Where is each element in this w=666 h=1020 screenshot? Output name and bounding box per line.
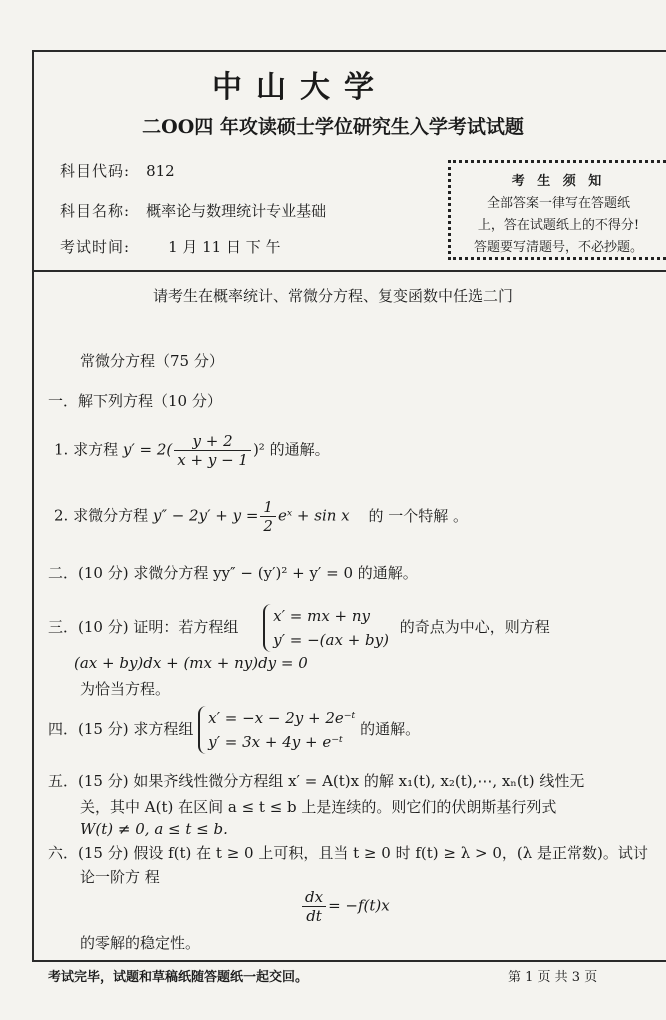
notice-title: 考 生 须 知 [511,174,606,189]
q1p1-rhs: )² 的通解。 [252,440,330,459]
question-4 [48,706,420,754]
subject-name-label: 科目名称: [60,202,131,220]
q3-suffix: 的奇点为中心，则方程 [399,618,550,636]
candidate-notice-box [448,160,666,260]
q1p2-numerator: 1 [260,498,276,517]
q6-differential-equation [300,888,390,925]
q3-equation-system [263,604,389,652]
q4-eq2: y′ = 3x + 4y + e⁻ᵗ [208,733,343,751]
q1p1-numerator: y + 2 [174,432,251,451]
subject-code-label: 科目代码: [60,162,131,180]
question-2: 二．(10 分) 求微分方程 yy″ − (y′)² + y′ = 0 的通解。 [48,564,418,582]
subject-code-value: 812 [146,162,175,180]
exam-time-row [60,236,281,257]
q1p2-fraction [260,498,276,535]
question-1-part-2 [54,498,468,535]
question-1-heading: 一．解下列方程（10 分） [48,392,222,410]
instruction-text: 请考生在概率统计、常微分方程、复变函数中任选二门 [152,287,513,305]
q4-eq1: x′ = −x − 2y + 2e⁻ᵗ [208,709,356,727]
footer-instruction: 考试完毕，试题和草稿纸随答题纸一起交回。 [48,970,309,985]
q6-numerator: dx [302,888,326,907]
question-1-part-1 [54,432,330,469]
university-name: 中山大学 [212,70,388,105]
exam-title: 二OO四 年攻读硕士学位研究生入学考试试题 [142,116,524,138]
question-6-line-3: 的零解的稳定性。 [80,934,201,952]
q3-eq2: y′ = −(ax + by) [273,631,389,649]
q6-rhs: = −f(t)x [328,896,390,915]
q3-prefix: 三．(10 分) 证明：若方程组 [48,618,239,636]
q4-prefix: 四．(15 分) 求方程组 [48,720,194,738]
question-5-line-1: 五．(15 分) 如果齐线性微分方程组 x′ = A(t)x 的解 x₁(t), x₂(t),⋯, xₙ(t) 线性无 [48,772,585,790]
q1p2-denominator: 2 [263,517,273,535]
exam-time-value: 1 月 11 日 下 午 [168,238,281,256]
section-title: 常微分方程（75 分） [80,352,224,370]
q6-fraction [302,888,326,925]
question-5-line-2: 关，其中 A(t) 在区间 a ≤ t ≤ b 上是连续的。则它们的伏朗斯基行列式 [80,798,557,816]
notice-line: 上，答在试题纸上的不得分! [477,218,640,233]
question-5-line-3: W(t) ≠ 0, a ≤ t ≤ b. [80,820,228,838]
q1p2-rest: eˣ + sin x [277,506,350,525]
q1p1-fraction [174,432,251,469]
q3-conclusion: 为恰当方程。 [80,680,171,698]
q1p1-denominator: x + y − 1 [177,451,248,469]
question-6-line-1: 六．(15 分) 假设 f(t) 在 t ≥ 0 上可积，且当 t ≥ 0 时 f(t) ≥ λ > 0，(λ 是正常数)。试讨 [48,844,648,862]
subject-name-value: 概率论与数理统计专业基础 [146,202,327,220]
q6-denominator: dt [306,907,322,925]
q1p1-lhs: y′ = 2( [122,440,173,459]
exam-time-label: 考试时间: [60,238,131,256]
header-divider [34,270,666,272]
q1p1-prefix: 1. 求方程 [54,440,119,459]
subject-name-row [60,200,326,221]
q3-equation-line: (ax + by)dx + (mx + ny)dy = 0 [74,654,308,672]
notice-line: 全部答案一律写在答题纸 [486,196,630,211]
notice-line: 答题要写清题号，不必抄题。 [473,240,643,255]
question-3 [48,604,550,652]
subject-code-row [60,160,175,181]
q3-eq1: x′ = mx + ny [273,607,371,625]
question-6-line-2: 论一阶方 程 [80,868,160,886]
q1p2-prefix: 2. 求微分方程 [54,506,149,525]
q1p2-suffix: 的 一个特解 。 [368,506,468,525]
q4-equation-system [198,706,355,754]
q4-suffix: 的通解。 [360,720,421,738]
page-number: 第 1 页 共 3 页 [508,970,598,985]
q1p2-equation: y″ − 2y′ + y = [152,506,259,525]
